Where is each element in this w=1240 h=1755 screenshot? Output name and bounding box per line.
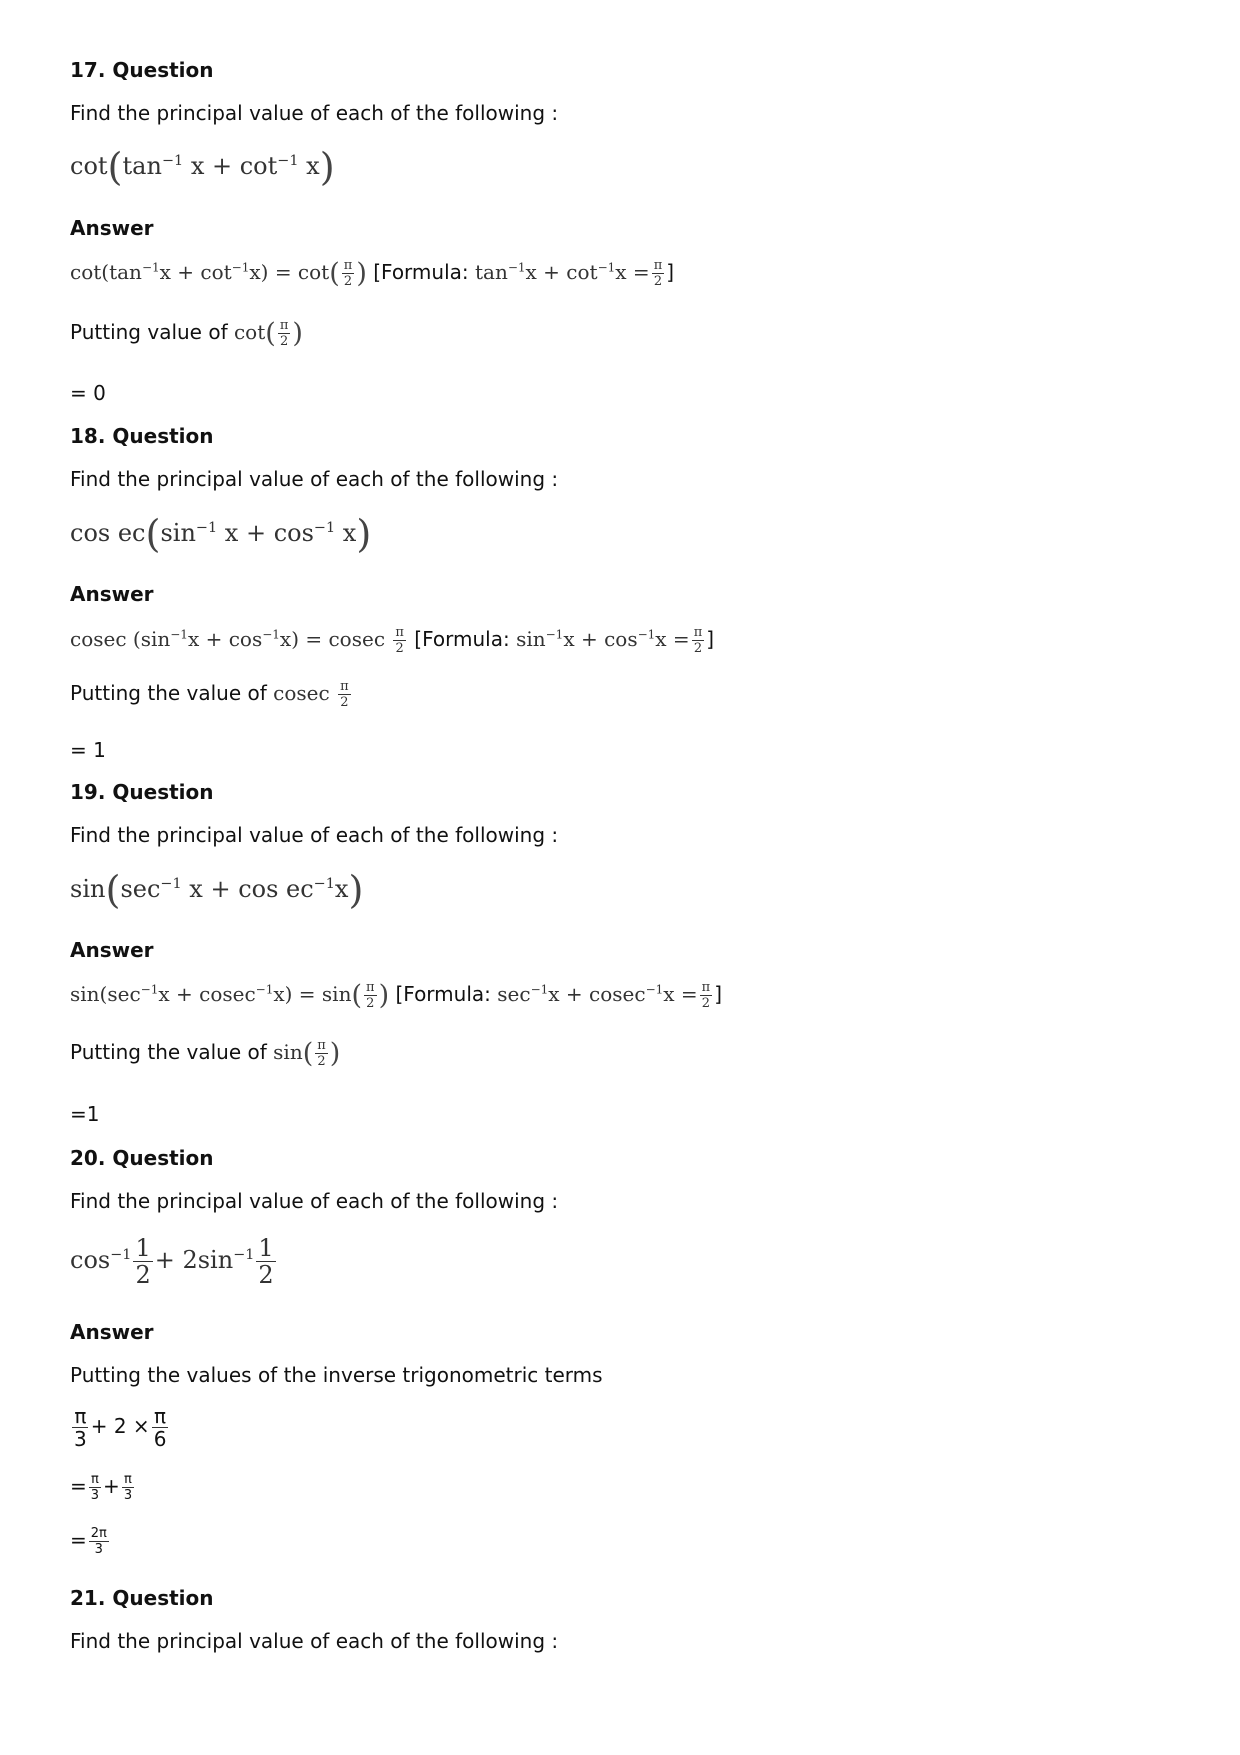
question-18-answer-label: Answer: [70, 582, 154, 606]
question-18-result: = 1: [70, 738, 106, 762]
question-19-answer-label: Answer: [70, 938, 154, 962]
question-18-step-2: Putting the value of cosec $\frac{\pi}{2}$: [70, 679, 349, 710]
question-18-step-1: cosec $(\sin^{-1}x + \cos^{-1}x) = cosec$ $\frac{\pi}{2}$ [Formula: $\sin^{-1}x + \cos^{-1}x$ = $\frac{\pi}{2}$ ]: [70, 625, 715, 656]
question-20-expression: $\cos^{-1}$ $\frac{1}{2}$ + $2\sin^{-1}$ $\frac{1}{2}$: [70, 1234, 274, 1289]
question-20-line-3: = $\frac{2\pi}{3}$: [70, 1526, 107, 1557]
question-18-heading: 18. Question: [70, 424, 214, 448]
question-17-step-1: $\cot(\tan^{-1}x + \cot^{-1}x) = \cot$( $\frac{\pi}{2}$ ) [Formula: $\tan^{-1}x + \cot^{-1}x$ = $\frac{\pi}{2}$ ]: [70, 258, 675, 289]
question-19-heading: 19. Question: [70, 780, 214, 804]
question-17-answer-label: Answer: [70, 216, 154, 240]
question-17-result: = 0: [70, 381, 106, 405]
question-20-line-2: = $\frac{\pi}{3}$ + $\frac{\pi}{3}$: [70, 1472, 133, 1503]
question-19-step-1: $\sin(\sec^{-1}x + cosec^{-1}x) = \sin$( $\frac{\pi}{2}$ ) [Formula: $\sec^{-1}x + cosec^{-1}x$ = $\frac{\pi}{2}$ ]: [70, 980, 723, 1011]
question-17-heading: 17. Question: [70, 58, 214, 82]
question-20-heading: 20. Question: [70, 1146, 214, 1170]
question-20-line-1: $\frac{\pi}{3}$ + 2 × $\frac{\pi}{6}$: [74, 1404, 167, 1451]
question-19-result: =1: [70, 1102, 100, 1126]
question-18-prompt: Find the principal value of each of the following :: [70, 467, 559, 491]
question-19-step-2: Putting the value of sin( $\frac{\pi}{2}$ ): [70, 1038, 341, 1069]
question-17-step-2: Putting value of cot( $\frac{\pi}{2}$ ): [70, 318, 303, 349]
question-21-prompt: Find the principal value of each of the following :: [70, 1629, 559, 1653]
question-19-expression: $\sin(\sec^{-1}$ $x + \cos ec^{-1}x$): [70, 868, 364, 913]
question-19-prompt: Find the principal value of each of the following :: [70, 823, 559, 847]
question-17-expression: $\cot(\tan^{-1}$ $x + \cot^{-1} x$): [70, 145, 335, 190]
question-21-heading: 21. Question: [70, 1586, 214, 1610]
question-20-step-text: Putting the values of the inverse trigonometric terms: [70, 1363, 603, 1387]
question-20-prompt: Find the principal value of each of the following :: [70, 1189, 559, 1213]
question-18-expression: $\cos ec(\sin^{-1}$ $x + \cos^{-1} x$): [70, 512, 372, 557]
question-20-answer-label: Answer: [70, 1320, 154, 1344]
question-17-prompt: Find the principal value of each of the following :: [70, 101, 559, 125]
